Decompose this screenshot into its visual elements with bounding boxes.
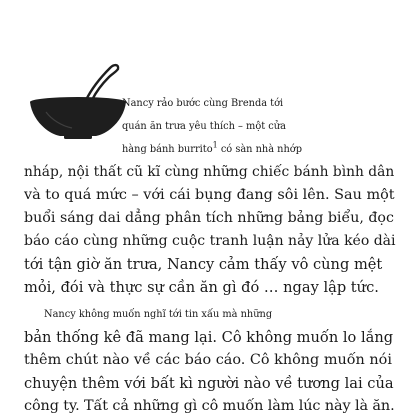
p1-line-8: tới tận giờ ăn trưa, Nancy cảm thấy vô cùng mệt [24,256,383,273]
p1-line-7: báo cáo cùng những cuộc tranh luận nảy lửa kéo dài [24,233,396,249]
p2-line-3: thêm chút nào về các báo cáo. Cô không muốn nói [24,352,392,368]
footnote-marker: 1 [212,140,218,150]
p1-line-9: mỏi, đói và thực sự cần ăn gì đó … ngay lập tức. [24,279,379,296]
p1-line-1: Nancy rảo bước cùng Brenda tới [122,98,284,109]
p1-line-3-pre: hàng bánh burrito [122,144,213,155]
p1-line-3-post: có sàn nhà nhớp [217,144,302,155]
bowl-with-spoon-icon [26,62,134,142]
p2-line-1: Nancy không muốn nghĩ tới tin xấu mà những [44,309,273,320]
p2-line-5: công ty. Tất cả những gì cô muốn làm lúc này là ăn. [24,398,395,414]
p2-line-2: bản thống kê đã mang lại. Cô không muốn lo lắng [24,329,394,346]
p1-line-2: quán ăn trưa yêu thích – một cửa [122,121,286,132]
p1-line-4: nháp, nội thất cũ kĩ cùng những chiếc bánh bình dân [24,164,395,180]
p1-line-3 [122,138,400,161]
p1-line-5: và to quá mức – với cái bụng đang sôi lên. Sau một [24,187,395,203]
p2-line-4: chuyện thêm với bất kì người nào về tương lai của [24,375,394,392]
p1-line-6: buổi sáng dai dẳng phân tích những bảng biểu, đọc [24,210,394,226]
